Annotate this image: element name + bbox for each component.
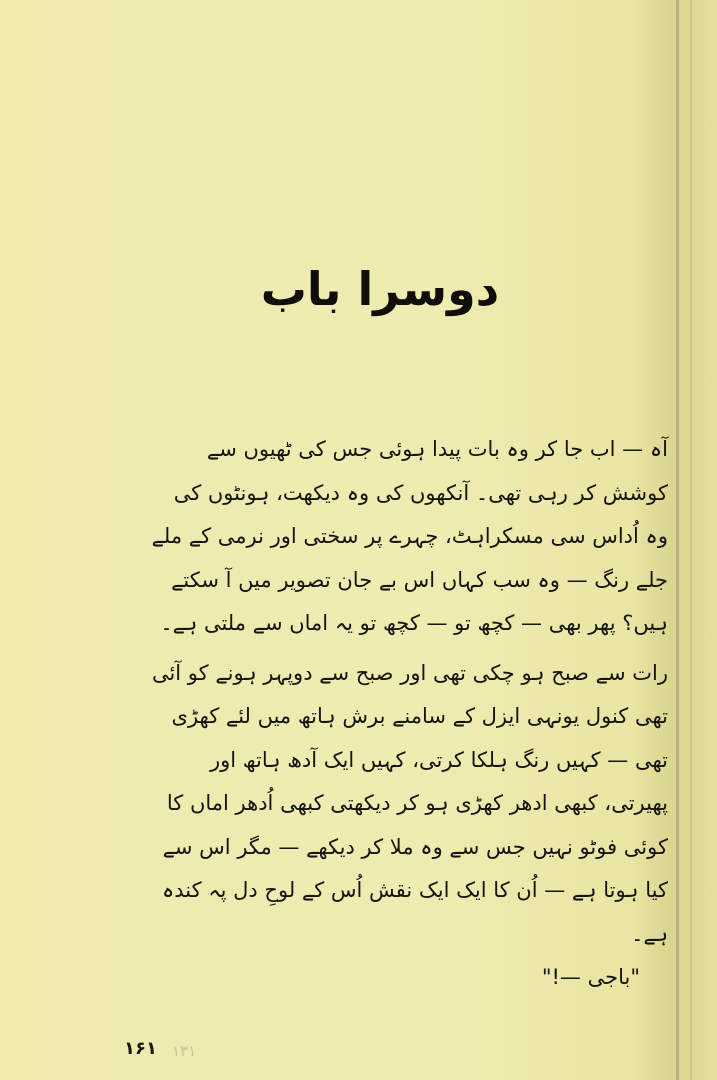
chapter-title: دوسرا باب (260, 262, 500, 316)
paragraph-1: آہ — اب جا کر وہ بات پیدا ہوئی جس کی ٹھیوں سے کوشش کر رہی تھی۔ آنکھوں کی وہ دیکھت، ہونٹوں کی وہ اُداس سی مسکراہٹ، چہرے پر سختی اور نرمی کے ملے جلے رنگ — وہ سب کہاں اس بے جان تصویر میں آ سکتے ہیں؟ پھر بھی — کچھ تو — کچھ تو یہ اماں سے ملتی ہے۔ (151, 437, 668, 635)
body-text (150, 428, 668, 1000)
faint-page-mark: ۱۳۱ (172, 1042, 197, 1060)
closing-line: "باجی —!" (541, 965, 640, 989)
page-gutter-line (676, 0, 679, 1080)
paragraph-2: رات سے صبح ہو چکی تھی اور صبح سے دوپہر ہونے کو آئی تھی کنول یونہی ایزل کے سامنے برش ہاتھ میں لئے کھڑی تھی — کہیں رنگ ہلکا کرتی، کہیں ایک آدھ ہاتھ اور پھیرتی، کبھی ادھر کھڑی ہو کر دیکھتی کبھی اُدھر اماں کا کوئی فوٹو نہیں جس سے وہ ملا کر دیکھے — مگر اس سے کیا ہوتا ہے — اُن کا ایک ایک نقش اُس کے لوحِ دل پہ کندہ ہے۔ (151, 660, 668, 946)
page-number: ۱۶۱ (124, 1038, 157, 1059)
page-edge-line (690, 0, 692, 1080)
